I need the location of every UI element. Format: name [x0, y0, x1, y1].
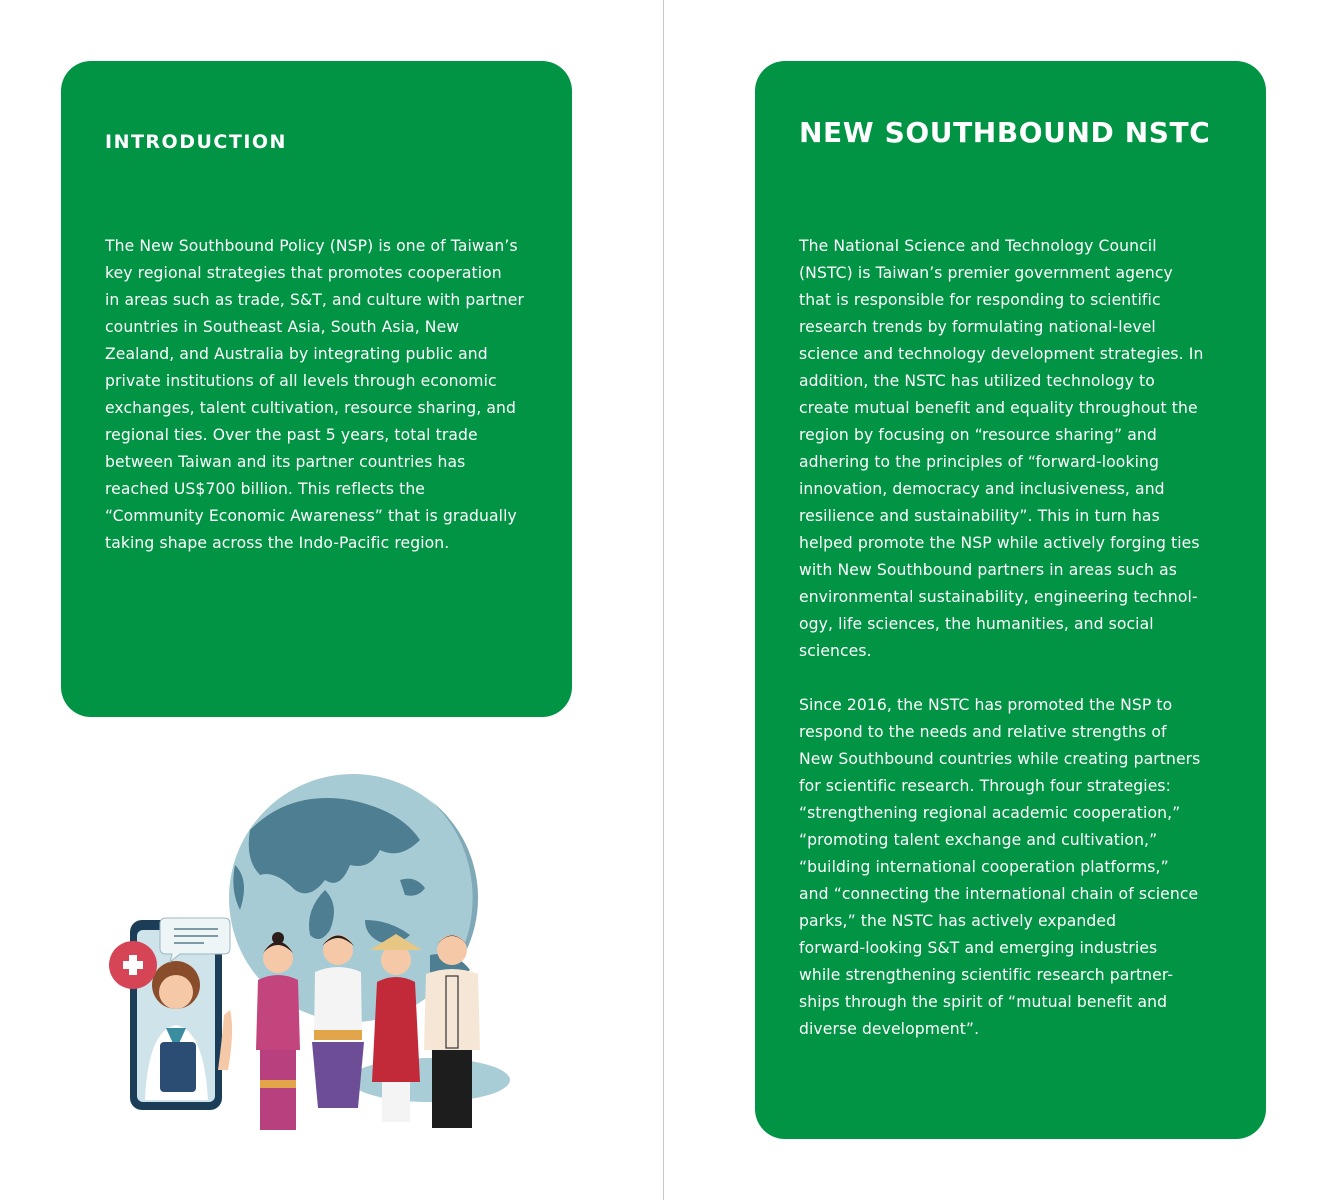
text-line: ogy, life sciences, the humanities, and social	[799, 615, 1154, 633]
text-line: addition, the NSTC has utilized technology to	[799, 372, 1155, 390]
text-line: ships through the spirit of “mutual benefit and	[799, 993, 1168, 1011]
text-line: Zealand, and Australia by integrating public and	[105, 345, 488, 363]
text-line: forward-looking S&T and emerging industries	[799, 939, 1158, 957]
text-line: reached US$700 billion. This reflects the	[105, 480, 426, 498]
text-line: innovation, democracy and inclusiveness, and	[799, 480, 1165, 498]
text-line: helped promote the NSP while actively forging ties	[799, 534, 1200, 552]
text-line: sciences.	[799, 642, 872, 660]
text-line: adhering to the principles of “forward-looking	[799, 453, 1159, 471]
text-line: private institutions of all levels through economic	[105, 372, 497, 390]
introduction-text	[105, 233, 545, 557]
text-line: for scientific research. Through four strategies:	[799, 777, 1172, 795]
introduction-card	[61, 61, 572, 717]
nstc-paragraph-2	[799, 692, 1239, 1043]
text-line: exchanges, talent cultivation, resource sharing, and	[105, 399, 516, 417]
text-line: countries in Southeast Asia, South Asia, New	[105, 318, 460, 336]
text-line: key regional strategies that promotes cooperation	[105, 264, 502, 282]
text-line: “building international cooperation platforms,”	[799, 858, 1169, 876]
text-line: Since 2016, the NSTC has promoted the NSP to	[799, 696, 1173, 714]
text-line: science and technology development strategies. In	[799, 345, 1204, 363]
phone-doctor-icon	[109, 918, 232, 1110]
globe-people-illustration	[100, 770, 520, 1140]
page-divider	[663, 0, 664, 1200]
text-line: region by focusing on “resource sharing” and	[799, 426, 1157, 444]
text-line: create mutual benefit and equality throughout the	[799, 399, 1198, 417]
text-line: while strengthening scientific research partner-	[799, 966, 1174, 984]
text-line: and “connecting the international chain of science	[799, 885, 1199, 903]
nstc-paragraph-1	[799, 233, 1239, 665]
text-line: “promoting talent exchange and cultivation,”	[799, 831, 1158, 849]
introduction-heading: INTRODUCTION	[105, 131, 287, 153]
text-line: The New Southbound Policy (NSP) is one of Taiwan’s	[105, 237, 518, 255]
text-line: environmental sustainability, engineering technol-	[799, 588, 1198, 606]
text-line: taking shape across the Indo-Pacific region.	[105, 534, 450, 552]
text-line: New Southbound countries while creating partners	[799, 750, 1201, 768]
text-line: (NSTC) is Taiwan’s premier government agency	[799, 264, 1173, 282]
text-line: research trends by formulating national-level	[799, 318, 1156, 336]
nstc-heading: NEW SOUTHBOUND NSTC	[799, 116, 1211, 149]
text-line: diverse development”.	[799, 1020, 980, 1038]
new-southbound-nstc-card	[755, 61, 1266, 1139]
text-line: “strengthening regional academic cooperation,”	[799, 804, 1181, 822]
text-line: with New Southbound partners in areas such as	[799, 561, 1177, 579]
text-line: respond to the needs and relative strengths of	[799, 723, 1167, 741]
text-line: that is responsible for responding to scientific	[799, 291, 1161, 309]
text-line: “Community Economic Awareness” that is gradually	[105, 507, 517, 525]
text-line: resilience and sustainability”. This in turn has	[799, 507, 1160, 525]
text-line: regional ties. Over the past 5 years, total trade	[105, 426, 478, 444]
text-line: between Taiwan and its partner countries has	[105, 453, 466, 471]
text-line: The National Science and Technology Council	[799, 237, 1157, 255]
text-line: in areas such as trade, S&T, and culture with partner	[105, 291, 524, 309]
text-line: parks,” the NSTC has actively expanded	[799, 912, 1117, 930]
